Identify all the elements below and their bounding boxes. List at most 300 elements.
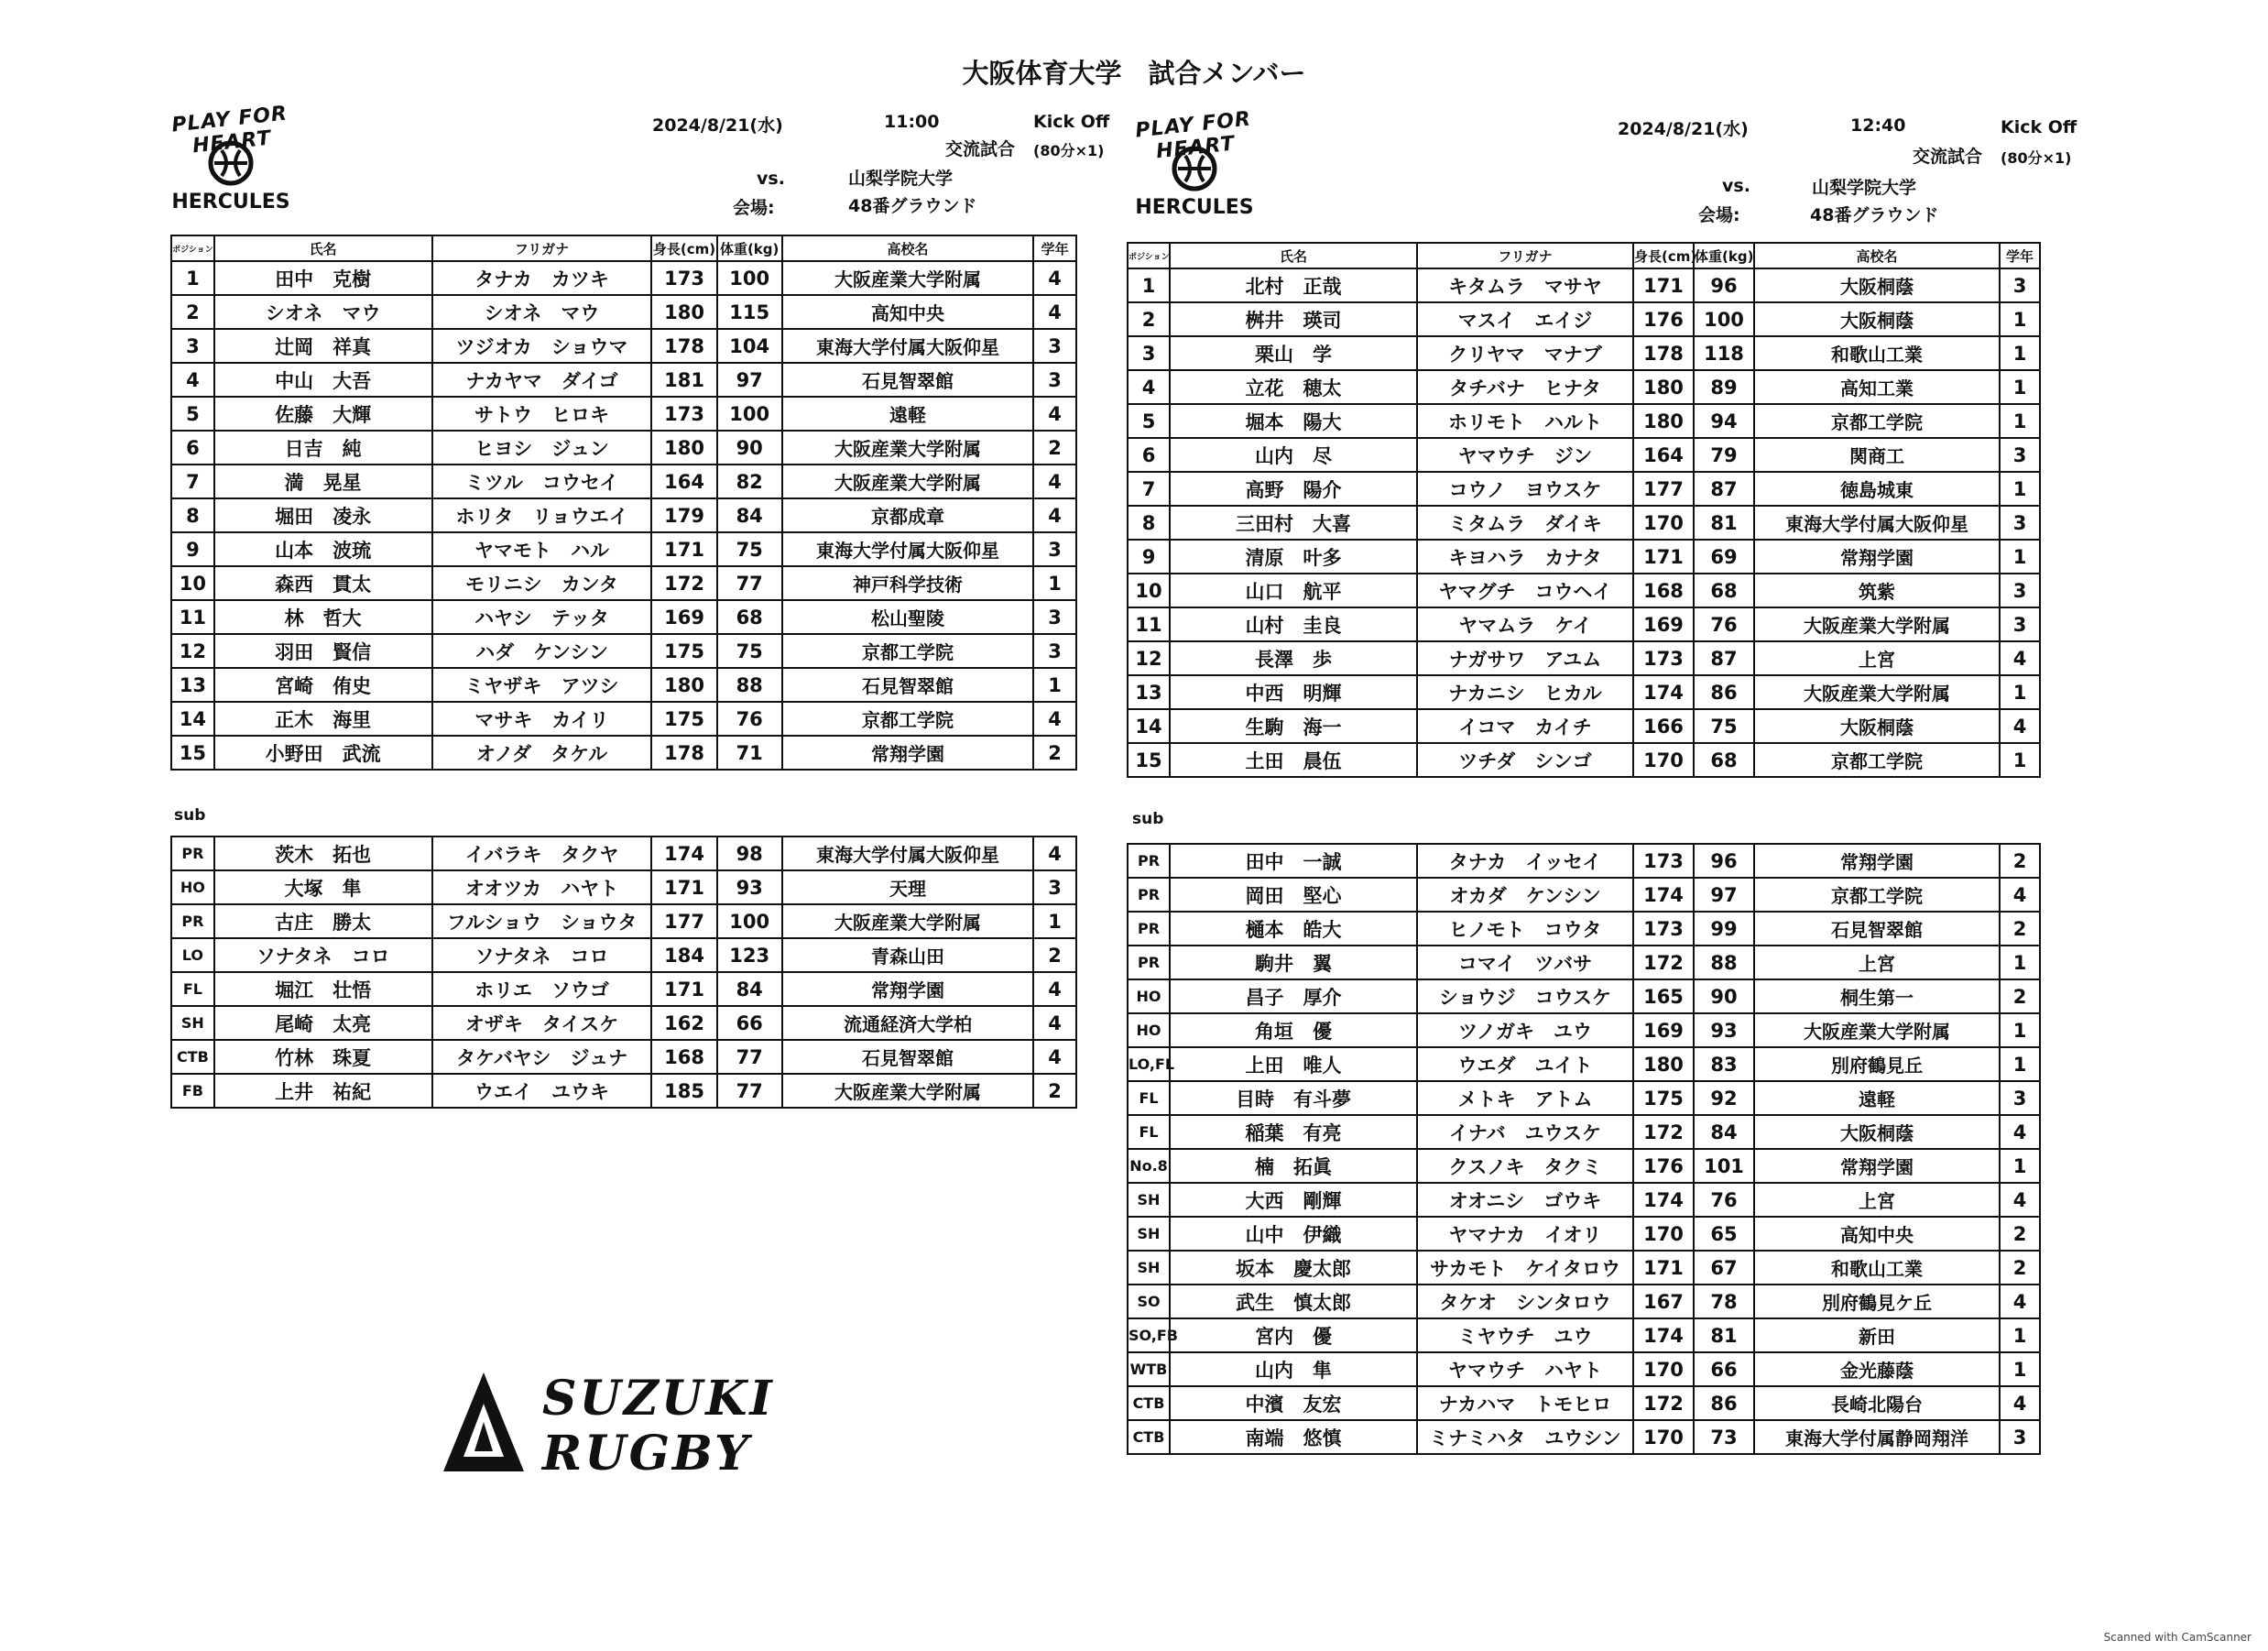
- table-row: [1128, 370, 2040, 404]
- table-row: [171, 566, 1076, 600]
- table-cell: 1: [1033, 904, 1076, 938]
- column-header: 高校名: [1754, 243, 2000, 268]
- table-cell: 堀江 壮悟: [214, 972, 432, 1006]
- table-cell: 68: [1694, 743, 1754, 777]
- table-cell: ホリタ リョウエイ: [432, 498, 652, 532]
- table-cell: 和歌山工業: [1754, 1251, 2000, 1285]
- table-cell: 立花 穂太: [1170, 370, 1417, 404]
- table-cell: ソナタネ コロ: [432, 938, 652, 972]
- table-cell: 171: [1633, 268, 1694, 302]
- table-cell: ナカニシ ヒカル: [1417, 675, 1633, 709]
- table-cell: 京都工学院: [1754, 743, 2000, 777]
- table-cell: 松山聖陵: [782, 600, 1033, 634]
- table-cell: 2: [1033, 736, 1076, 770]
- table-cell: 68: [1694, 574, 1754, 607]
- table-row: [171, 904, 1076, 938]
- table-cell: 87: [1694, 641, 1754, 675]
- table-cell: ナガサワ アユム: [1417, 641, 1633, 675]
- suzuki-rugby-logo: [440, 1365, 775, 1484]
- table-cell: 1: [2000, 472, 2040, 506]
- table-cell: コウノ ヨウスケ: [1417, 472, 1633, 506]
- table-cell: 土田 晨伍: [1170, 743, 1417, 777]
- left-vs-label: vs.: [757, 169, 785, 189]
- table-row: [1128, 404, 2040, 438]
- table-row: [171, 938, 1076, 972]
- table-cell: 67: [1694, 1251, 1754, 1285]
- table-cell: 173: [651, 261, 716, 295]
- table-cell: 上田 唯人: [1170, 1047, 1417, 1081]
- table-cell: ウエダ ユイト: [1417, 1047, 1633, 1081]
- table-cell: 11: [1128, 607, 1170, 641]
- table-cell: ヤマウチ ハヤト: [1417, 1352, 1633, 1386]
- logo-arc-text: PLAY FOR HEART: [170, 102, 289, 159]
- table-cell: 1: [2000, 946, 2040, 979]
- table-cell: 93: [717, 870, 782, 904]
- table-cell: キヨハラ カナタ: [1417, 540, 1633, 574]
- table-row: [1128, 1318, 2040, 1352]
- table-cell: 楠 拓眞: [1170, 1149, 1417, 1183]
- table-cell: 76: [717, 702, 782, 736]
- table-cell: 宮崎 侑史: [214, 668, 432, 702]
- left-match-duration: (80分×1): [1033, 142, 1105, 159]
- table-cell: クリヤマ マナブ: [1417, 336, 1633, 370]
- table-cell: 84: [1694, 1115, 1754, 1149]
- table-cell: 93: [1694, 1013, 1754, 1047]
- table-cell: 12: [1128, 641, 1170, 675]
- table-cell: 73: [1694, 1420, 1754, 1454]
- table-cell: 2: [2000, 979, 2040, 1013]
- suzuki-triangle-icon: [440, 1369, 528, 1477]
- column-header: フリガナ: [432, 235, 652, 261]
- right-kickoff-label: Kick Off: [2001, 117, 2077, 137]
- table-cell: 5: [1128, 404, 1170, 438]
- table-cell: 89: [1694, 370, 1754, 404]
- table-cell: 178: [651, 329, 716, 363]
- table-cell: 75: [717, 634, 782, 668]
- table-cell: 京都工学院: [782, 702, 1033, 736]
- table-cell: 堀田 凌永: [214, 498, 432, 532]
- table-cell: 東海大学付属静岡翔洋: [1754, 1420, 2000, 1454]
- table-cell: 青森山田: [782, 938, 1033, 972]
- table-cell: 岡田 堅心: [1170, 878, 1417, 912]
- table-cell: 山村 圭良: [1170, 607, 1417, 641]
- table-cell: 長崎北陽台: [1754, 1386, 2000, 1420]
- table-cell: マサキ カイリ: [432, 702, 652, 736]
- table-cell: 2: [2000, 1217, 2040, 1251]
- table-cell: 遠軽: [1754, 1081, 2000, 1115]
- table-cell: 1: [1128, 268, 1170, 302]
- table-cell: 上宮: [1754, 641, 2000, 675]
- table-cell: 1: [2000, 336, 2040, 370]
- table-cell: サトウ ヒロキ: [432, 397, 652, 431]
- table-cell: イバラキ タクヤ: [432, 836, 652, 870]
- table-cell: 15: [1128, 743, 1170, 777]
- table-cell: 96: [1694, 844, 1754, 878]
- table-cell: 118: [1694, 336, 1754, 370]
- table-cell: 栗山 学: [1170, 336, 1417, 370]
- table-cell: 97: [1694, 878, 1754, 912]
- table-cell: 1: [2000, 1149, 2040, 1183]
- table-row: [1128, 607, 2040, 641]
- table-cell: 4: [2000, 1285, 2040, 1318]
- table-row: [1128, 1386, 2040, 1420]
- table-cell: 12: [171, 634, 214, 668]
- table-cell: FB: [171, 1074, 214, 1108]
- table-cell: 1: [2000, 302, 2040, 336]
- table-cell: 武生 慎太郎: [1170, 1285, 1417, 1318]
- right-venue: 48番グラウンド: [1810, 205, 1939, 225]
- table-cell: 清原 叶多: [1170, 540, 1417, 574]
- table-cell: 184: [651, 938, 716, 972]
- table-cell: ツチダ シンゴ: [1417, 743, 1633, 777]
- table-cell: 田中 克樹: [214, 261, 432, 295]
- table-cell: タナカ イッセイ: [1417, 844, 1633, 878]
- table-row: [171, 1040, 1076, 1074]
- table-cell: 78: [1694, 1285, 1754, 1318]
- table-cell: 68: [717, 600, 782, 634]
- table-row: [1128, 268, 2040, 302]
- table-cell: 東海大学付属大阪仰星: [1754, 506, 2000, 540]
- table-cell: 180: [1633, 1047, 1694, 1081]
- table-cell: 71: [717, 736, 782, 770]
- table-cell: 1: [2000, 743, 2040, 777]
- table-cell: 168: [1633, 574, 1694, 607]
- table-cell: 4: [1033, 1006, 1076, 1040]
- table-cell: 82: [717, 465, 782, 498]
- table-cell: 115: [717, 295, 782, 329]
- table-cell: 大阪産業大学附属: [1754, 1013, 2000, 1047]
- table-cell: ツノガキ ユウ: [1417, 1013, 1633, 1047]
- table-cell: SO: [1128, 1285, 1170, 1318]
- scanner-footer-note: Scanned with CamScanner: [2103, 1631, 2252, 1644]
- table-cell: 大阪産業大学附属: [782, 465, 1033, 498]
- table-cell: ショウジ コウスケ: [1417, 979, 1633, 1013]
- table-cell: CTB: [1128, 1386, 1170, 1420]
- table-cell: 171: [1633, 540, 1694, 574]
- table-cell: 69: [1694, 540, 1754, 574]
- column-header: ポジション: [171, 235, 214, 261]
- table-cell: 9: [1128, 540, 1170, 574]
- table-cell: オザキ タイスケ: [432, 1006, 652, 1040]
- table-cell: 169: [1633, 1013, 1694, 1047]
- table-cell: 3: [1033, 532, 1076, 566]
- table-cell: 13: [1128, 675, 1170, 709]
- table-cell: ヤマナカ イオリ: [1417, 1217, 1633, 1251]
- table-row: [1128, 675, 2040, 709]
- table-cell: 171: [651, 532, 716, 566]
- document-title: 大阪体育大学 試合メンバー: [962, 58, 1306, 89]
- column-header: 学年: [2000, 243, 2040, 268]
- table-cell: LO: [171, 938, 214, 972]
- table-cell: 4: [2000, 709, 2040, 743]
- table-cell: イコマ カイチ: [1417, 709, 1633, 743]
- table-cell: 上宮: [1754, 1183, 2000, 1217]
- table-cell: 75: [1694, 709, 1754, 743]
- table-cell: ツジオカ ショウマ: [432, 329, 652, 363]
- table-cell: 大塚 隼: [214, 870, 432, 904]
- table-cell: 79: [1694, 438, 1754, 472]
- table-cell: FL: [1128, 1081, 1170, 1115]
- table-cell: 大阪産業大学附属: [782, 261, 1033, 295]
- table-cell: SO,FB: [1128, 1318, 1170, 1352]
- table-row: [171, 465, 1076, 498]
- table-cell: 100: [717, 397, 782, 431]
- table-row: [1128, 1352, 2040, 1386]
- table-row: [1128, 844, 2040, 878]
- table-cell: 170: [1633, 1420, 1694, 1454]
- table-cell: 166: [1633, 709, 1694, 743]
- table-cell: 京都工学院: [782, 634, 1033, 668]
- table-cell: 大阪桐蔭: [1754, 302, 2000, 336]
- column-header: 身長(cm): [651, 235, 716, 261]
- table-cell: 1: [2000, 1318, 2040, 1352]
- table-cell: 100: [717, 261, 782, 295]
- table-cell: 常翔学園: [1754, 540, 2000, 574]
- table-cell: 金光藤蔭: [1754, 1352, 2000, 1386]
- table-cell: 88: [717, 668, 782, 702]
- table-cell: 森西 貫太: [214, 566, 432, 600]
- table-cell: 4: [1033, 397, 1076, 431]
- table-cell: 1: [2000, 675, 2040, 709]
- table-cell: CTB: [171, 1040, 214, 1074]
- table-cell: シオネ マウ: [432, 295, 652, 329]
- table-cell: 1: [2000, 540, 2040, 574]
- table-cell: HO: [1128, 979, 1170, 1013]
- table-cell: SH: [171, 1006, 214, 1040]
- table-cell: 別府鶴見ケ丘: [1754, 1285, 2000, 1318]
- table-cell: 180: [1633, 370, 1694, 404]
- table-row: [1128, 641, 2040, 675]
- table-cell: PR: [1128, 844, 1170, 878]
- table-cell: 流通経済大学柏: [782, 1006, 1033, 1040]
- table-cell: 164: [1633, 438, 1694, 472]
- table-cell: 3: [1033, 600, 1076, 634]
- table-cell: 9: [171, 532, 214, 566]
- table-cell: 169: [651, 600, 716, 634]
- table-cell: 5: [171, 397, 214, 431]
- table-cell: 180: [651, 295, 716, 329]
- table-cell: 山内 隼: [1170, 1352, 1417, 1386]
- table-cell: 駒井 翼: [1170, 946, 1417, 979]
- table-cell: 徳島城東: [1754, 472, 2000, 506]
- table-cell: ハダ ケンシン: [432, 634, 652, 668]
- table-cell: 昌子 厚介: [1170, 979, 1417, 1013]
- table-cell: 3: [1033, 363, 1076, 397]
- table-cell: 山本 波琉: [214, 532, 432, 566]
- table-cell: 170: [1633, 506, 1694, 540]
- table-cell: 7: [171, 465, 214, 498]
- table-cell: ミヤザキ アツシ: [432, 668, 652, 702]
- table-cell: 11: [171, 600, 214, 634]
- table-cell: 100: [1694, 302, 1754, 336]
- table-cell: 桝井 瑛司: [1170, 302, 1417, 336]
- table-cell: タケバヤシ ジュナ: [432, 1040, 652, 1074]
- right-match-time: 12:40: [1850, 115, 1906, 136]
- table-cell: PR: [1128, 912, 1170, 946]
- table-cell: 104: [717, 329, 782, 363]
- table-cell: ミツル コウセイ: [432, 465, 652, 498]
- table-cell: 88: [1694, 946, 1754, 979]
- table-cell: 171: [1633, 1251, 1694, 1285]
- table-cell: 3: [2000, 268, 2040, 302]
- table-cell: 4: [1033, 261, 1076, 295]
- table-cell: 2: [1033, 938, 1076, 972]
- table-cell: 高知中央: [1754, 1217, 2000, 1251]
- table-cell: 86: [1694, 675, 1754, 709]
- table-cell: 1: [2000, 1047, 2040, 1081]
- table-row: [1128, 1420, 2040, 1454]
- table-row: [1128, 946, 2040, 979]
- logo-team-text: HERCULES: [171, 191, 290, 213]
- table-cell: 172: [1633, 946, 1694, 979]
- table-cell: ソナタネ コロ: [214, 938, 432, 972]
- table-cell: 天理: [782, 870, 1033, 904]
- hercules-emblem-icon: [202, 137, 260, 189]
- table-row: [171, 295, 1076, 329]
- table-cell: HO: [1128, 1013, 1170, 1047]
- table-cell: 尾崎 太亮: [214, 1006, 432, 1040]
- sponsor-line1: SUZUKI: [542, 1371, 775, 1427]
- table-row: [171, 634, 1076, 668]
- table-cell: 172: [1633, 1115, 1694, 1149]
- right-vs-label: vs.: [1722, 176, 1750, 196]
- table-cell: 日吉 純: [214, 431, 432, 465]
- table-cell: ヤマグチ コウヘイ: [1417, 574, 1633, 607]
- table-row: [1128, 878, 2040, 912]
- table-cell: オノダ タケル: [432, 736, 652, 770]
- table-cell: 174: [1633, 675, 1694, 709]
- table-cell: 南端 悠慎: [1170, 1420, 1417, 1454]
- table-cell: 遠軽: [782, 397, 1033, 431]
- table-cell: 86: [1694, 1386, 1754, 1420]
- table-cell: タナカ カツキ: [432, 261, 652, 295]
- table-cell: 6: [171, 431, 214, 465]
- table-cell: 3: [171, 329, 214, 363]
- table-cell: 3: [2000, 607, 2040, 641]
- column-header: 氏名: [214, 235, 432, 261]
- table-cell: 179: [651, 498, 716, 532]
- table-cell: 2: [2000, 1251, 2040, 1285]
- table-cell: 172: [1633, 1386, 1694, 1420]
- table-cell: 97: [717, 363, 782, 397]
- table-cell: 和歌山工業: [1754, 336, 2000, 370]
- table-cell: 177: [1633, 472, 1694, 506]
- table-cell: 4: [2000, 878, 2040, 912]
- table-cell: シオネ マウ: [214, 295, 432, 329]
- table-cell: 大阪産業大学附属: [782, 431, 1033, 465]
- table-cell: 181: [651, 363, 716, 397]
- table-cell: 87: [1694, 472, 1754, 506]
- table-cell: 175: [651, 634, 716, 668]
- table-cell: モリニシ カンタ: [432, 566, 652, 600]
- table-cell: キタムラ マサヤ: [1417, 268, 1633, 302]
- table-cell: 4: [1033, 1040, 1076, 1074]
- column-header: 高校名: [782, 235, 1033, 261]
- table-cell: 4: [1033, 972, 1076, 1006]
- table-row: [1128, 979, 2040, 1013]
- table-cell: オオニシ ゴウキ: [1417, 1183, 1633, 1217]
- table-row: [1128, 1081, 2040, 1115]
- table-cell: 茨木 拓也: [214, 836, 432, 870]
- table-cell: クスノキ タクミ: [1417, 1149, 1633, 1183]
- table-row: [171, 702, 1076, 736]
- table-cell: 8: [171, 498, 214, 532]
- table-cell: 神戸科学技術: [782, 566, 1033, 600]
- table-row: [171, 397, 1076, 431]
- table-row: [171, 972, 1076, 1006]
- table-row: [1128, 1217, 2040, 1251]
- table-cell: 3: [2000, 506, 2040, 540]
- table-cell: オカダ ケンシン: [1417, 878, 1633, 912]
- left-starters-table: [170, 235, 1077, 771]
- table-cell: 81: [1694, 506, 1754, 540]
- table-cell: 180: [651, 431, 716, 465]
- table-cell: PR: [1128, 946, 1170, 979]
- table-cell: 4: [1128, 370, 1170, 404]
- table-cell: 2: [2000, 844, 2040, 878]
- table-cell: 175: [1633, 1081, 1694, 1115]
- table-row: [1128, 1047, 2040, 1081]
- table-cell: 2: [2000, 912, 2040, 946]
- right-match-type: 交流試合: [1913, 147, 1983, 167]
- table-cell: 長澤 歩: [1170, 641, 1417, 675]
- table-cell: 77: [717, 1040, 782, 1074]
- table-cell: 3: [2000, 438, 2040, 472]
- table-cell: メトキ アトム: [1417, 1081, 1633, 1115]
- left-match-time: 11:00: [884, 112, 940, 132]
- table-cell: 178: [651, 736, 716, 770]
- table-cell: 4: [2000, 1386, 2040, 1420]
- table-cell: 満 晃星: [214, 465, 432, 498]
- table-row: [1128, 709, 2040, 743]
- table-cell: ミタムラ ダイキ: [1417, 506, 1633, 540]
- table-cell: 174: [1633, 1318, 1694, 1352]
- table-cell: ナカヤマ ダイゴ: [432, 363, 652, 397]
- table-cell: 東海大学付属大阪仰星: [782, 836, 1033, 870]
- table-cell: 66: [1694, 1352, 1754, 1386]
- table-cell: 角垣 優: [1170, 1013, 1417, 1047]
- left-venue-label: 会場:: [733, 198, 775, 218]
- table-cell: 177: [651, 904, 716, 938]
- table-cell: 84: [717, 972, 782, 1006]
- table-cell: 4: [1033, 295, 1076, 329]
- table-cell: ミヤウチ ユウ: [1417, 1318, 1633, 1352]
- table-cell: SH: [1128, 1183, 1170, 1217]
- table-cell: 94: [1694, 404, 1754, 438]
- table-row: [1128, 1285, 2040, 1318]
- table-cell: 99: [1694, 912, 1754, 946]
- table-cell: 173: [1633, 912, 1694, 946]
- table-cell: FL: [171, 972, 214, 1006]
- table-cell: ホリモト ハルト: [1417, 404, 1633, 438]
- table-cell: 173: [651, 397, 716, 431]
- right-venue-label: 会場:: [1698, 205, 1740, 225]
- table-cell: 大阪桐蔭: [1754, 709, 2000, 743]
- table-cell: No.8: [1128, 1149, 1170, 1183]
- table-cell: 84: [717, 498, 782, 532]
- table-cell: 筑紫: [1754, 574, 2000, 607]
- table-row: [1128, 506, 2040, 540]
- table-cell: マスイ エイジ: [1417, 302, 1633, 336]
- table-cell: 123: [717, 938, 782, 972]
- table-cell: 171: [651, 972, 716, 1006]
- table-cell: 上井 祐紀: [214, 1074, 432, 1108]
- table-row: [171, 498, 1076, 532]
- table-cell: 4: [1033, 836, 1076, 870]
- left-subs-table: [170, 836, 1077, 1109]
- table-cell: 15: [171, 736, 214, 770]
- table-cell: 76: [1694, 1183, 1754, 1217]
